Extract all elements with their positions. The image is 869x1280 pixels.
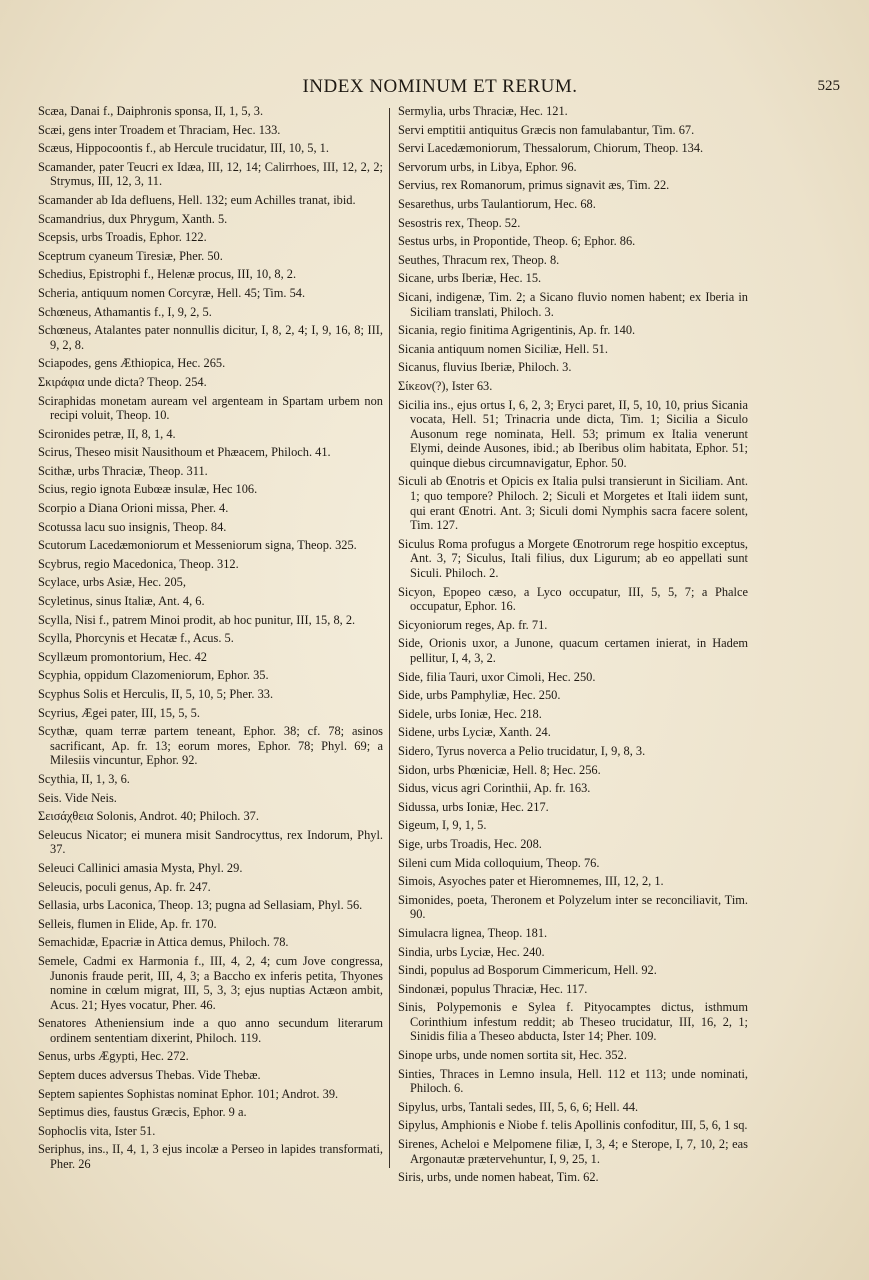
index-entry: Scyphia, oppidum Clazomeniorum, Ephor. 35. [38,668,269,683]
index-entry: Scybrus, regio Macedonica, Theop. 312. [38,556,239,571]
index-entry: Scæa, Danai f., Daiphronis sponsa, II, 1, 5, 3. [38,104,264,118]
index-entry: Scyllæum promontorium, Hec. 42 [38,649,207,664]
index-entry: Sellasia, urbs Laconica, Theop. 13; pugna ad Sellasiam, Phyl. 56. [38,898,363,913]
index-entry: Seis. Vide Neis. [38,790,117,805]
index-entry: Scæi, gens inter Troadem et Thraciam, Hec. 133. [38,122,281,137]
index-entry: Sindia, urbs Lyciæ, Hec. 240. [398,944,545,959]
index-entry: Scæus, Hippocoontis f., ab Hercule trucidatur, III, 10, 5, 1. [38,141,329,156]
index-entry: Scotussa lacu suo insignis, Theop. 84. [38,519,227,534]
index-entry: Simulacra lignea, Theop. 181. [398,925,548,940]
index-entry: Schedius, Epistrophi f., Helenæ procus, III, 10, 8, 2. [38,267,297,282]
index-entry: Sigeum, I, 9, 1, 5. [398,818,487,833]
index-entry: Scyrius, Ægei pater, III, 15, 5, 5. [38,705,200,720]
index-entry: Scutorum Lacedæmoniorum et Messeniorum signa, Theop. 325. [38,538,357,553]
index-entry: Servorum urbs, in Libya, Ephor. 96. [398,159,577,174]
index-entry: Sicani, indigenæ, Tim. 2; a Sicano fluvio nomen habent; ex Iberia in Siciliam translati, Philoch. 3. [398,289,748,319]
index-entry: Siculi ab Œnotris et Opicis ex Italia pulsi transierunt in Siciliam. Ant. 1; quo tempore? Philoch. 2; Siculi et Morgetes et Itali iidem sunt, qui erant Œnotri. Ant. 3; Siculi domi Nymphis sacra facere solent, Tim. 127. [398,474,748,533]
index-entry: Sicyon, Epopeo cæso, a Lyco occupatur, III, 5, 5, 7; a Phalce occupatur, Ephor. 16. [398,584,748,614]
index-entry: Scamander, pater Teucri ex Idæa, III, 12, 14; Calirrhoes, III, 12, 2, 2; Strymus, III, 12, 3, 11. [38,159,383,189]
index-entry: Sige, urbs Troadis, Hec. 208. [398,836,542,851]
index-entry: Sindi, populus ad Bosporum Cimmericum, Hell. 92. [398,963,657,978]
index-entry: Sermylia, urbs Thraciæ, Hec. 121. [398,104,568,118]
index-entry: Sophoclis vita, Ister 51. [38,1123,156,1138]
index-entry: Scepsis, urbs Troadis, Ephor. 122. [38,230,207,245]
index-entry: Scyphus Solis et Herculis, II, 5, 10, 5; Pher. 33. [38,687,274,701]
index-entry: Sciapodes, gens Æthiopica, Hec. 265. [38,356,226,371]
index-entry: Servi emptitii antiquitus Græcis non famulabantur, Tim. 67. [398,122,695,137]
index-entry: Simonides, poeta, Theronem et Polyzelum inter se reconciliavit, Tim. 90. [398,892,748,922]
index-entry: Sipylus, Amphionis e Niobe f. telis Apollinis confoditur, III, 5, 6, 1 sq. [398,1118,748,1133]
index-entry: Schœneus, Atalantes pater nonnullis dicitur, I, 8, 2, 4; I, 9, 16, 8; III, 9, 2, 8. [38,323,383,352]
index-entry: Sinis, Polypemonis e Sylea f. Pityocamptes dictus, isthmum Corinthium infestum reddit; ab Theseo trucidatur, III, 16, 2, 1; Sinidis filia a Theseo abducta, Ister 14; Pher. 109. [398,1000,748,1044]
index-entry: Sinties, Thraces in Lemno insula, Hell. 112 et 113; unde nominati, Philoch. 6. [398,1066,748,1096]
index-entry: Side, filia Tauri, uxor Cimoli, Hec. 250. [398,669,596,684]
index-entry: Sicania, regio finitima Agrigentinis, Ap. fr. 140. [398,323,636,338]
index-entry: Simois, Asyoches pater et Hieromnemes, III, 12, 2, 1. [398,874,664,889]
index-entry: Scylla, Phorcynis et Hecatæ f., Acus. 5. [38,631,234,646]
index-entry: Σεισάχθεια Solonis, Androt. 40; Philoch. 37. [38,809,259,824]
index-column-right [398,104,748,1189]
index-entry: Senatores Atheniensium inde a quo anno secundum literarum ordinem sententiam dixerint, Philoch. 119. [38,1016,383,1045]
index-entry: Sicania antiquum nomen Siciliæ, Hell. 51. [398,341,608,356]
index-entry: Servi Lacedæmoniorum, Thessalorum, Chiorum, Theop. 134. [398,141,704,156]
index-entry: Scyletinus, sinus Italiæ, Ant. 4, 6. [38,594,205,609]
index-entry: Scirus, Theseo misit Nausithoum et Phæacem, Philoch. 41. [38,445,331,460]
column-divider [389,108,390,1168]
index-entry: Σίκεον(?), Ister 63. [398,378,493,393]
index-entry: Sidero, Tyrus noverca a Pelio trucidatur, I, 9, 8, 3. [398,743,646,758]
page-header [40,76,840,100]
index-entry: Siris, urbs, unde nomen habeat, Tim. 62. [398,1170,599,1185]
index-entry: Sinope urbs, unde nomen sortita sit, Hec. 352. [398,1048,627,1063]
page-number: 525 [817,78,840,94]
index-entry: Scamandrius, dux Phrygum, Xanth. 5. [38,211,228,226]
index-entry: Scorpio a Diana Orioni missa, Pher. 4. [38,501,229,516]
index-entry: Septem duces adversus Thebas. Vide Thebæ. [38,1068,261,1083]
index-entry: Seuthes, Thracum rex, Theop. 8. [398,252,560,267]
index-entry: Sidussa, urbs Ioniæ, Hec. 217. [398,799,549,814]
index-entry: Sicilia ins., ejus ortus I, 6, 2, 3; Eryci paret, II, 5, 10, 10, prius Sicania vocata, Hell. 51; Trinacria unde dicta, Tim. 1; Sicilia a Siculo Ausonum rege nominata, Hell. 53; primum ex Italia venerunt Elymi, deinde Ausones, ibid.; ab Iberibus olim habitata, Ephor. 51; quinque diebus circumnavigatur, Ephor. 50. [398,397,748,470]
index-entry: Sceptrum cyaneum Tiresiæ, Pher. 50. [38,248,223,263]
index-entry: Sidele, urbs Ioniæ, Hec. 218. [398,706,542,721]
index-entry: Scylla, Nisi f., patrem Minoi prodit, ab hoc punitur, III, 15, 8, 2. [38,612,356,627]
index-entry: Sindonæi, populus Thraciæ, Hec. 117. [398,981,588,996]
index-entry: Sicanus, fluvius Iberiæ, Philoch. 3. [398,360,572,375]
index-entry: Sidon, urbs Phœniciæ, Hell. 8; Hec. 256. [398,762,601,777]
index-entry: Scythia, II, 1, 3, 6. [38,771,130,786]
index-column-left [38,104,383,1176]
index-entry: Sicyoniorum reges, Ap. fr. 71. [398,617,548,632]
index-entry: Sipylus, urbs, Tantali sedes, III, 5, 6, 6; Hell. 44. [398,1099,639,1114]
index-entry: Sestus urbs, in Propontide, Theop. 6; Ephor. 86. [398,234,636,249]
index-entry: Scius, regio ignota Eubœæ insulæ, Hec 106. [38,482,258,497]
index-entry: Sidus, vicus agri Corinthii, Ap. fr. 163. [398,781,591,796]
index-entry: Sesarethus, urbs Taulantiorum, Hec. 68. [398,196,596,211]
index-entry: Schœneus, Athamantis f., I, 9, 2, 5. [38,304,212,319]
index-entry: Side, urbs Pamphyliæ, Hec. 250. [398,688,561,703]
index-entry: Scythæ, quam terræ partem teneant, Ephor. 38; cf. 78; asinos sacrificant, Ap. fr. 13; eorum mores, Ephor. 78; Phyl. 69; a Milesiis vincuntur, Ephor. 92. [38,724,383,768]
index-entry: Sidene, urbs Lyciæ, Xanth. 24. [398,725,551,740]
index-entry: Siculus Roma profugus a Morgete Œnotrorum rege hospitio exceptus, Ant. 3, 7; Siculus, Itali filius, dux Ligurum; ab eo appellati sunt Siculi. Philoch. 2. [398,536,748,581]
index-entry: Scamander ab Ida defluens, Hell. 132; eum Achilles tranat, ibid. [38,192,356,207]
index-entry: Scithæ, urbs Thraciæ, Theop. 311. [38,463,208,478]
index-entry: Σκιράφια unde dicta? Theop. 254. [38,374,207,389]
index-entry: Side, Orionis uxor, a Junone, quacum certamen inierat, in Hadem pellitur, I, 4, 3, 2. [398,636,748,665]
index-entry: Septem sapientes Sophistas nominat Ephor. 101; Androt. 39. [38,1086,339,1101]
index-entry: Seleuci Callinici amasia Mysta, Phyl. 29. [38,860,243,875]
index-entry: Semachidæ, Epacriæ in Attica demus, Philoch. 78. [38,935,289,950]
index-entry: Servius, rex Romanorum, primus signavit æs, Tim. 22. [398,178,670,193]
index-entry: Scironides petræ, II, 8, 1, 4. [38,426,176,441]
index-entry: Septimus dies, faustus Græcis, Ephor. 9 a. [38,1105,247,1120]
index-entry: Seleucus Nicator; ei munera misit Sandrocyttus, rex Indorum, Phyl. 37. [38,827,383,857]
index-entry: Selleis, flumen in Elide, Ap. fr. 170. [38,916,217,931]
index-entry: Sileni cum Mida colloquium, Theop. 76. [398,855,600,870]
running-title: INDEX NOMINUM ET RERUM. [302,76,578,97]
index-entry: Seriphus, ins., II, 4, 1, 3 ejus incolæ a Perseo in lapides transformati, Pher. 26 [38,1142,383,1172]
index-entry: Semele, Cadmi ex Harmonia f., III, 4, 2, 4; cum Jove congressa, Junonis fraude perit, III, 4, 3; a Baccho ex inferis petita, Thyones nomine in cœlum migrat, III, 5, 3, 3; ejus nuptias Actæon ambit, Acus. 21; Hyes vocatur, Pher. 46. [38,953,383,1012]
index-entry: Senus, urbs Ægypti, Hec. 272. [38,1049,189,1064]
index-entry: Sirenes, Acheloi e Melpomene filiæ, I, 3, 4; e Sterope, I, 7, 10, 2; eas Argonautæ prætervehuntur, I, 9, 25, 1. [398,1137,748,1166]
index-entry: Sicane, urbs Iberiæ, Hec. 15. [398,271,542,286]
index-entry: Sesostris rex, Theop. 52. [398,215,521,230]
index-entry: Scheria, antiquum nomen Corcyræ, Hell. 45; Tim. 54. [38,285,306,300]
index-entry: Sciraphidas monetam auream vel argenteam in Spartam urbem non recipi voluit, Theop. 10. [38,393,383,423]
index-entry: Seleucis, poculi genus, Ap. fr. 247. [38,879,211,894]
index-entry: Scylace, urbs Asiæ, Hec. 205, [38,575,186,590]
